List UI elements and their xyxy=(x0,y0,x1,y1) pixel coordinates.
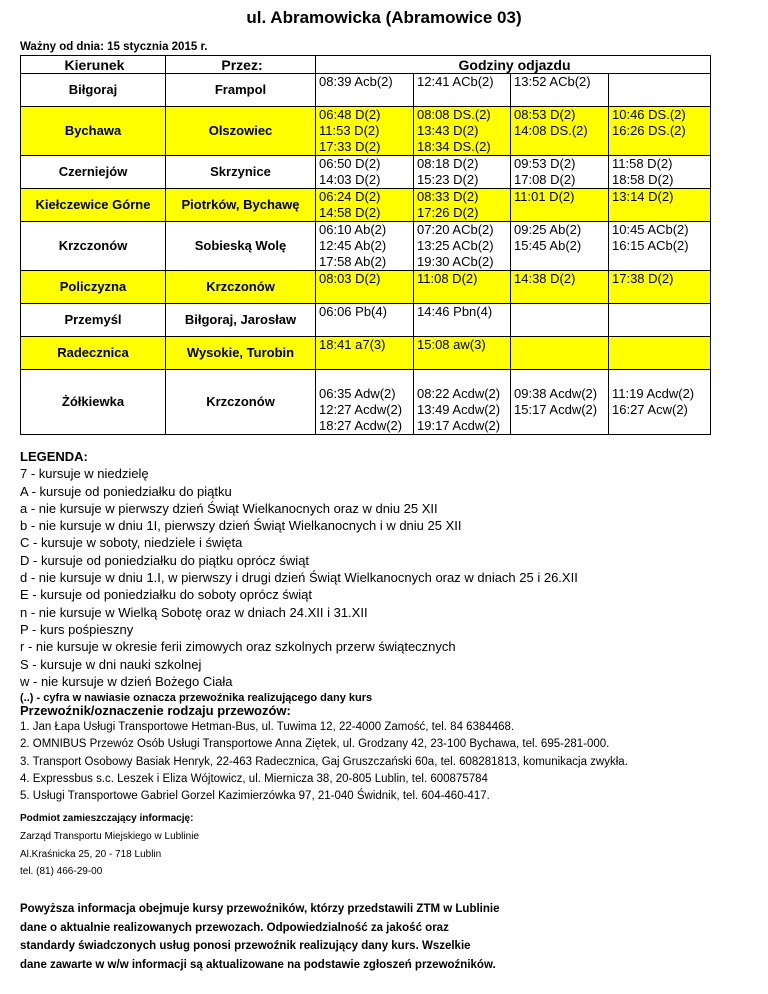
route-direction: Policzyzna xyxy=(21,271,166,304)
publisher-line: Al.Kraśnicka 25, 20 - 718 Lublin xyxy=(20,848,162,860)
departure-time xyxy=(511,254,609,271)
departure-time xyxy=(609,139,711,156)
carriers xyxy=(20,702,628,805)
departure-time xyxy=(609,205,711,222)
departure-time: 16:27 Acw(2) xyxy=(609,402,711,418)
departure-time: 06:35 Adw(2) xyxy=(316,386,414,402)
timetable-row xyxy=(21,222,711,239)
route-via: Wysokie, Turobin xyxy=(166,337,316,370)
departure-time xyxy=(609,287,711,304)
departure-time xyxy=(316,320,414,337)
publisher-info xyxy=(20,810,199,881)
departure-time xyxy=(609,370,711,387)
departure-time: 13:14 D(2) xyxy=(609,189,711,206)
carrier-item: 4. Expressbus s.c. Leszek i Eliza Wójtowicz, ul. Miernicza 38, 20-805 Lublin, tel. 600875784 xyxy=(20,772,488,785)
legend-item: E - kursuje od poniedziałku do soboty oprócz świąt xyxy=(20,587,312,603)
timetable-row xyxy=(21,304,711,321)
departure-time: 10:45 ACb(2) xyxy=(609,222,711,239)
departure-time xyxy=(316,90,414,107)
departure-time: 19:17 Acdw(2) xyxy=(414,418,511,435)
route-direction: Przemyśl xyxy=(21,304,166,337)
departure-time: 17:08 D(2) xyxy=(511,172,609,189)
departure-time: 11:08 D(2) xyxy=(414,271,511,288)
disclaimer-note: Powyższa informacja obejmuje kursy przewoźników, którzy przedstawili ZTM w Lublinie dane o aktualnie realizowanych przewozach. Odpowiedzialność za jakość oraz standardy świadczonych usług ponosi przewoźnik realizujący dany kurs. Wszelkie dane zawarte w w/w informacji są aktualizowane na podstawie zgłoszeń przewoźników. xyxy=(20,903,500,972)
route-direction: Czerniejów xyxy=(21,156,166,189)
route-direction: Biłgoraj xyxy=(21,74,166,107)
departure-time xyxy=(609,418,711,435)
timetable-row xyxy=(21,370,711,387)
route-via: Skrzynice xyxy=(166,156,316,189)
legend-footnote: (..) - cyfra w nawiasie oznacza przewoźnika realizującego dany kurs xyxy=(20,692,373,705)
departure-time xyxy=(511,370,609,387)
departure-time xyxy=(414,320,511,337)
legend xyxy=(20,448,578,707)
departure-time: 13:25 ACb(2) xyxy=(414,238,511,254)
departure-time: 06:10 Ab(2) xyxy=(316,222,414,239)
timetable-row xyxy=(21,156,711,173)
departure-time xyxy=(511,139,609,156)
legend-item: D - kursuje od poniedziałku do piątku oprócz świąt xyxy=(20,552,310,568)
departure-time xyxy=(316,353,414,370)
departure-time: 11:58 D(2) xyxy=(609,156,711,173)
departure-time: 06:06 Pb(4) xyxy=(316,304,414,321)
departure-time: 08:18 D(2) xyxy=(414,156,511,173)
departure-time xyxy=(511,90,609,107)
route-via: Piotrków, Bychawę xyxy=(166,189,316,222)
carrier-item: 5. Usługi Transportowe Gabriel Gorzel Kazimierzówka 97, 21-040 Świdnik, tel. 604-460-417. xyxy=(20,790,490,803)
departure-time xyxy=(414,353,511,370)
route-via: Olszowiec xyxy=(166,107,316,156)
departure-time: 14:38 D(2) xyxy=(511,271,609,288)
departure-time: 08:08 DS.(2) xyxy=(414,107,511,124)
departure-time xyxy=(511,337,609,354)
page-title: ul. Abramowicka (Abramowice 03) xyxy=(246,8,522,27)
departure-time: 12:27 Acdw(2) xyxy=(316,402,414,418)
departure-time: 06:24 D(2) xyxy=(316,189,414,206)
carrier-item: 1. Jan Łapa Usługi Transportowe Hetman-Bus, ul. Tuwima 12, 22-4000 Zamość, tel. 84 6384468. xyxy=(20,721,515,734)
legend-item: n - nie kursuje w Wielką Sobotę oraz w dniach 24.XII i 31.XII xyxy=(20,604,368,620)
legend-item: a - nie kursuje w pierwszy dzień Świąt Wielkanocnych oraz w dniu 25 XII xyxy=(20,500,438,516)
legend-item: d - nie kursuje w dniu 1.I, w pierwszy i drugi dzień Świąt Wielkanocnych oraz w dniach 25 i 26.XII xyxy=(20,570,578,586)
departure-time xyxy=(511,320,609,337)
departure-time xyxy=(511,353,609,370)
legend-item: C - kursuje w soboty, niedziele i święta xyxy=(20,535,243,551)
departure-time xyxy=(511,418,609,435)
header-times: Godziny odjazdu xyxy=(316,56,711,74)
departure-time xyxy=(609,90,711,107)
header-via: Przez: xyxy=(166,56,316,74)
departure-time: 09:25 Ab(2) xyxy=(511,222,609,239)
legend-item: P - kurs pośpieszny xyxy=(20,621,134,637)
route-direction: Krzczonów xyxy=(21,222,166,271)
departure-time: 18:41 a7(3) xyxy=(316,337,414,354)
route-via: Sobieską Wolę xyxy=(166,222,316,271)
publisher-line: tel. (81) 466-29-00 xyxy=(20,866,103,878)
departure-time: 15:08 aw(3) xyxy=(414,337,511,354)
departure-time: 18:27 Acdw(2) xyxy=(316,418,414,435)
departure-time xyxy=(609,320,711,337)
departure-time: 09:53 D(2) xyxy=(511,156,609,173)
legend-item: S - kursuje w dni nauki szkolnej xyxy=(20,656,202,672)
departure-time xyxy=(609,254,711,271)
departure-time: 11:19 Acdw(2) xyxy=(609,386,711,402)
departure-time: 06:50 D(2) xyxy=(316,156,414,173)
departure-time: 14:08 DS.(2) xyxy=(511,123,609,139)
timetable-row xyxy=(21,189,711,206)
departure-time: 12:45 Ab(2) xyxy=(316,238,414,254)
departure-time: 07:20 ACb(2) xyxy=(414,222,511,239)
departure-time: 11:01 D(2) xyxy=(511,189,609,206)
departure-time xyxy=(414,90,511,107)
timetable-row xyxy=(21,74,711,91)
header-row xyxy=(21,56,711,74)
route-direction: Żółkiewka xyxy=(21,370,166,435)
departure-time: 17:58 Ab(2) xyxy=(316,254,414,271)
departure-time: 14:58 D(2) xyxy=(316,205,414,222)
publisher-heading: Podmiot zamieszczający informację: xyxy=(20,813,194,824)
header-direction: Kierunek xyxy=(21,56,166,74)
departure-time xyxy=(316,370,414,387)
timetable-row xyxy=(21,107,711,124)
departure-time: 15:45 Ab(2) xyxy=(511,238,609,254)
timetable-row xyxy=(21,337,711,354)
departure-time: 13:43 D(2) xyxy=(414,123,511,139)
departure-time: 17:38 D(2) xyxy=(609,271,711,288)
departure-time: 13:49 Acdw(2) xyxy=(414,402,511,418)
route-via: Krzczonów xyxy=(166,271,316,304)
departure-time: 08:03 D(2) xyxy=(316,271,414,288)
departure-time xyxy=(511,287,609,304)
timetable xyxy=(20,55,711,435)
departure-time xyxy=(414,287,511,304)
legend-item: w - nie kursuje w dzień Bożego Ciała xyxy=(20,673,233,689)
departure-time: 18:58 D(2) xyxy=(609,172,711,189)
departure-time xyxy=(511,304,609,321)
departure-time: 19:30 ACb(2) xyxy=(414,254,511,271)
departure-time: 15:23 D(2) xyxy=(414,172,511,189)
route-via: Biłgoraj, Jarosław xyxy=(166,304,316,337)
route-direction: Kiełczewice Górne xyxy=(21,189,166,222)
departure-time: 08:33 D(2) xyxy=(414,189,511,206)
route-via: Frampol xyxy=(166,74,316,107)
departure-time: 14:46 Pbn(4) xyxy=(414,304,511,321)
carrier-item: 2. OMNIBUS Przewóz Osób Usługi Transportowe Anna Ziętek, ul. Grodzany 42, 23-100 Bychawa, tel. 695-281-000. xyxy=(20,738,610,751)
carriers-heading: Przewoźnik/oznaczenie rodzaju przewozów: xyxy=(20,703,291,718)
departure-time: 09:38 Acdw(2) xyxy=(511,386,609,402)
departure-time xyxy=(511,205,609,222)
departure-time: 11:53 D(2) xyxy=(316,123,414,139)
departure-time: 14:03 D(2) xyxy=(316,172,414,189)
route-direction: Bychawa xyxy=(21,107,166,156)
departure-time xyxy=(609,337,711,354)
departure-time xyxy=(609,353,711,370)
departure-time: 06:48 D(2) xyxy=(316,107,414,124)
departure-time: 08:39 Acb(2) xyxy=(316,74,414,91)
departure-time: 17:33 D(2) xyxy=(316,139,414,156)
departure-time xyxy=(609,304,711,321)
valid-from: Ważny od dnia: 15 stycznia 2015 r. xyxy=(20,41,208,53)
timetable-row xyxy=(21,271,711,288)
legend-item: r - nie kursuje w okresie ferii zimowych oraz szkolnych przerw świątecznych xyxy=(20,639,456,655)
departure-time: 10:46 DS.(2) xyxy=(609,107,711,124)
legend-heading: LEGENDA: xyxy=(20,449,88,464)
departure-time: 08:22 Acdw(2) xyxy=(414,386,511,402)
legend-item: A - kursuje od poniedziałku do piątku xyxy=(20,483,232,499)
departure-time xyxy=(609,74,711,91)
publisher-line: Zarząd Transportu Miejskiego w Lublinie xyxy=(20,830,199,842)
carrier-item: 3. Transport Osobowy Basiak Henryk, 22-463 Radecznica, Gaj Gruszczański 60a, tel. 608281813, komunikacja zwykła. xyxy=(20,755,628,768)
departure-time: 17:26 D(2) xyxy=(414,205,511,222)
departure-time: 15:17 Acdw(2) xyxy=(511,402,609,418)
legend-item: 7 - kursuje w niedzielę xyxy=(20,466,149,482)
route-direction: Radecznica xyxy=(21,337,166,370)
departure-time: 12:41 ACb(2) xyxy=(414,74,511,91)
departure-time: 18:34 DS.(2) xyxy=(414,139,511,156)
departure-time: 08:53 D(2) xyxy=(511,107,609,124)
route-via: Krzczonów xyxy=(166,370,316,435)
legend-item: b - nie kursuje w dniu 1I, pierwszy dzień Świąt Wielkanocnych i w dniu 25 XII xyxy=(20,518,462,534)
departure-time: 16:26 DS.(2) xyxy=(609,123,711,139)
departure-time: 16:15 ACb(2) xyxy=(609,238,711,254)
departure-time xyxy=(316,287,414,304)
departure-time: 13:52 ACb(2) xyxy=(511,74,609,91)
departure-time xyxy=(414,370,511,387)
